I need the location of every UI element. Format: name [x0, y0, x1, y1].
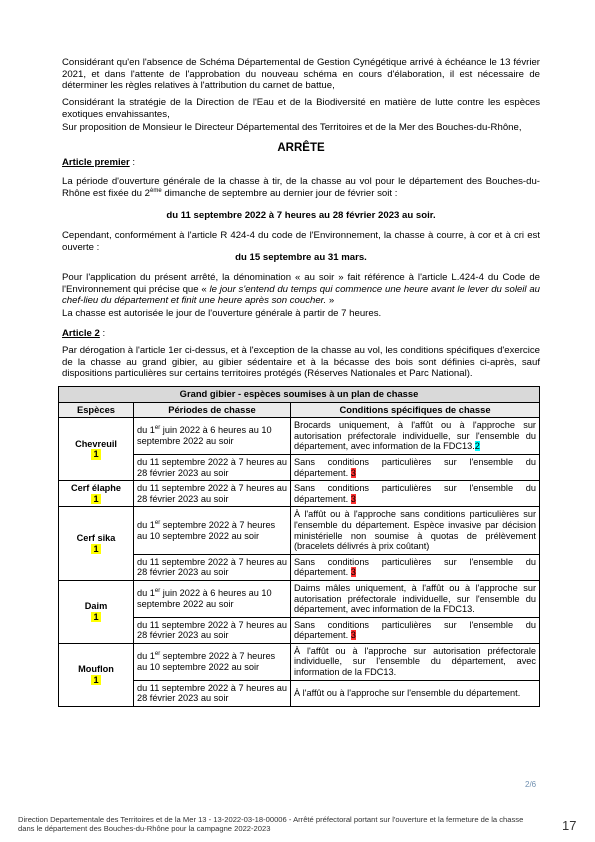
- period-text: juin 2022 à 6 heures au 10 septembre 2022 au soir: [137, 588, 272, 609]
- condition-cell: À l'affût ou à l'approche sans conditions particulières sur l'ensemble du département. Espèce invasive par décision ministérielle non soumise à quotas de prélèvement (bracelets délivrés à prix coûtant): [291, 507, 540, 554]
- article-1-colon: :: [129, 157, 136, 168]
- period-sup: er: [154, 651, 161, 658]
- species-cell-cerf-sika: [59, 507, 134, 581]
- species-name: Mouflon: [78, 664, 114, 675]
- species-name: Chevreuil: [75, 438, 117, 449]
- article-1-p1-text-a: La période d'ouverture générale de la chasse à tir, de la chasse au vol pour le département des Bouches-du-Rhône est fixée du 2: [62, 176, 540, 199]
- article-2-label: [62, 328, 540, 340]
- note-badge: 1: [93, 611, 99, 622]
- footer-page-number: 17: [562, 818, 577, 833]
- article-1-paragraph-4: La chasse est autorisée le jour de l'ouverture générale à partir de 7 heures.: [62, 308, 382, 319]
- table-row: [59, 507, 540, 554]
- note-badge: 1: [93, 543, 99, 554]
- table-row: [59, 580, 540, 617]
- condition-cell: Daims mâles uniquement, à l'affût ou à l'approche sur autorisation préfectorale individuelle, sur l'ensemble du département, avec information de la FDC13.: [291, 580, 540, 617]
- condition-text: Sans conditions particulières sur l'ensemble du département.: [294, 556, 536, 578]
- period-cell: [134, 643, 291, 680]
- article-1-p3-text-b: »: [326, 295, 335, 306]
- condition-cell: À l'affût ou à l'approche sur autorisation préfectorale individuelle, sur l'ensemble du département, avec information de la FDC13.: [291, 643, 540, 680]
- table-title: Grand gibier - espèces soumises à un plan de chasse: [59, 387, 540, 403]
- condition-text: Sans conditions particulières sur l'ensemble du département.: [294, 483, 536, 504]
- article-1-p3-quote: le jour s'entend du temps qui commence une heure avant le lever du soleil au chef-lieu du département et finit une heure après son coucher.: [62, 283, 541, 306]
- note-badge: 3: [350, 567, 356, 578]
- note-badge: 1: [93, 674, 99, 685]
- article-2-colon: :: [99, 328, 106, 339]
- period-sup: er: [154, 425, 161, 432]
- species-name: Cerf sika: [76, 533, 116, 544]
- period-cell: du 11 septembre 2022 à 7 heures au 28 février 2023 au soir: [134, 680, 291, 706]
- period-text: du 1: [137, 651, 155, 662]
- condition-text: Brocards uniquement, à l'affût ou à l'approche sur autorisation préfectorale individuelle, sur l'ensemble du département, avec information de la FDC13.: [294, 420, 536, 452]
- period-text: septembre 2022 à 7 heures au 10 septembre 2022 au soir: [137, 519, 276, 541]
- period-cell: du 11 septembre 2022 à 7 heures au 28 février 2023 au soir: [134, 454, 291, 480]
- grand-gibier-table: [58, 386, 540, 707]
- note-badge: 1: [93, 493, 99, 504]
- condition-cell: [291, 617, 540, 643]
- note-badge: 1: [93, 449, 99, 460]
- condition-cell: [291, 481, 540, 507]
- period-sup: er: [154, 519, 161, 526]
- condition-cell: [291, 454, 540, 480]
- species-name: Cerf élaphe: [70, 483, 122, 494]
- table-row: [59, 418, 540, 455]
- period-cell: du 11 septembre 2022 à 7 heures au 28 février 2023 au soir: [134, 481, 291, 507]
- footer-text: Direction Departementale des Territoires et de la Mer 13 - 13-2022-03-18-00006 - Arrêté préfectoral portant sur l'ouverture et la fermeture de la chasse dans le département des Bouches-du-Rhône pour la campagne 2022-2023: [18, 815, 524, 833]
- article-1-p1-sup: ème: [150, 187, 162, 194]
- article-1-paragraph-1: [62, 176, 540, 199]
- period-cell: [134, 580, 291, 617]
- period-text: du 1: [137, 588, 155, 599]
- period-text: du 1: [137, 519, 155, 530]
- header-especes: Espèces: [59, 402, 134, 418]
- period-cell: [134, 418, 291, 455]
- period-text: juin 2022 à 6 heures au 10 septembre 2022 au soir: [137, 425, 272, 447]
- article-1-paragraph-3: [62, 272, 540, 307]
- note-badge: 3: [350, 630, 356, 641]
- condition-cell: À l'affût ou à l'approche sur l'ensemble du département.: [291, 680, 540, 706]
- preamble-paragraph-3: Sur proposition de Monsieur le Directeur Départemental des Territoires et de la Mer des Bouches-du-Rhône,: [62, 122, 522, 133]
- article-1-paragraph-2: Cependant, conformément à l'article R 424-4 du code de l'Environnement, la chasse à courre, à cor et à cri est ouverte :: [62, 230, 540, 253]
- period-cell: du 11 septembre 2022 à 7 heures au 28 février 2023 au soir: [134, 617, 291, 643]
- page-number: 2/6: [525, 780, 537, 789]
- courre-season-dates: du 15 septembre au 31 mars.: [235, 252, 367, 263]
- species-cell-chevreuil: [59, 418, 134, 481]
- condition-text: Sans conditions particulières sur l'ensemble du département.: [294, 456, 536, 478]
- article-2-title: Article 2: [62, 328, 100, 339]
- table-row: [59, 643, 540, 680]
- note-badge: 2: [474, 441, 480, 452]
- article-1-p3-text-a: Pour l'application du présent arrêté, la dénomination « au soir » fait référence à l'article L.424-4 du Code de l'Environnement qui précise que «: [62, 272, 540, 295]
- species-cell-mouflon: [59, 643, 134, 706]
- main-season-dates: du 11 septembre 2022 à 7 heures au 28 février 2023 au soir.: [166, 210, 436, 221]
- species-name: Daim: [84, 601, 108, 612]
- species-cell-cerf-elaphe: [59, 481, 134, 507]
- period-text: septembre 2022 à 7 heures au 10 septembre 2022 au soir: [137, 651, 276, 672]
- header-conditions: Conditions spécifiques de chasse: [291, 402, 540, 418]
- heading-arrete: ARRÊTE: [277, 142, 325, 154]
- condition-cell: [291, 554, 540, 580]
- article-1-title: Article premier: [62, 157, 130, 168]
- period-cell: du 11 septembre 2022 à 7 heures au 28 février 2023 au soir: [134, 554, 291, 580]
- article-1-label: [62, 157, 540, 169]
- period-cell: [134, 507, 291, 554]
- condition-text: Sans conditions particulières sur l'ensemble du département.: [294, 619, 536, 641]
- note-badge: 3: [350, 467, 356, 478]
- note-badge: 3: [350, 493, 356, 504]
- period-text: du 1: [137, 425, 155, 436]
- article-1-p1-text-b: dimanche de septembre au dernier jour de février soit :: [161, 187, 398, 199]
- condition-cell: [291, 418, 540, 455]
- period-sup: er: [154, 588, 161, 595]
- preamble-paragraph-1: Considérant qu'en l'absence de Schéma Départemental de Gestion Cynégétique arrivé à échéance le 13 février 2021, et dans l'attente de l'approbation du nouveau schéma en cours d'élaboration, il est nécessaire de déterminer les règles relatives à l'attribution du carnet de battue,: [62, 57, 540, 91]
- article-2-paragraph-1: Par dérogation à l'article 1er ci-dessus, et à l'exception de la chasse au vol, les conditions spécifiques d'exercice de la chasse au grand gibier, au gibier sédentaire et à la bécasse des bois sont définies ci-après, sauf dispositions particulières sur certains territoires protégés (Réserves Nationales et Parc National).: [62, 345, 540, 379]
- table-row: [59, 481, 540, 507]
- header-periodes: Périodes de chasse: [134, 402, 291, 418]
- preamble-paragraph-2: Considérant la stratégie de la Direction de l'Eau et de la Biodiversité en matière de lutte contre les espèces exotiques envahissantes,: [62, 97, 540, 120]
- species-cell-daim: [59, 580, 134, 643]
